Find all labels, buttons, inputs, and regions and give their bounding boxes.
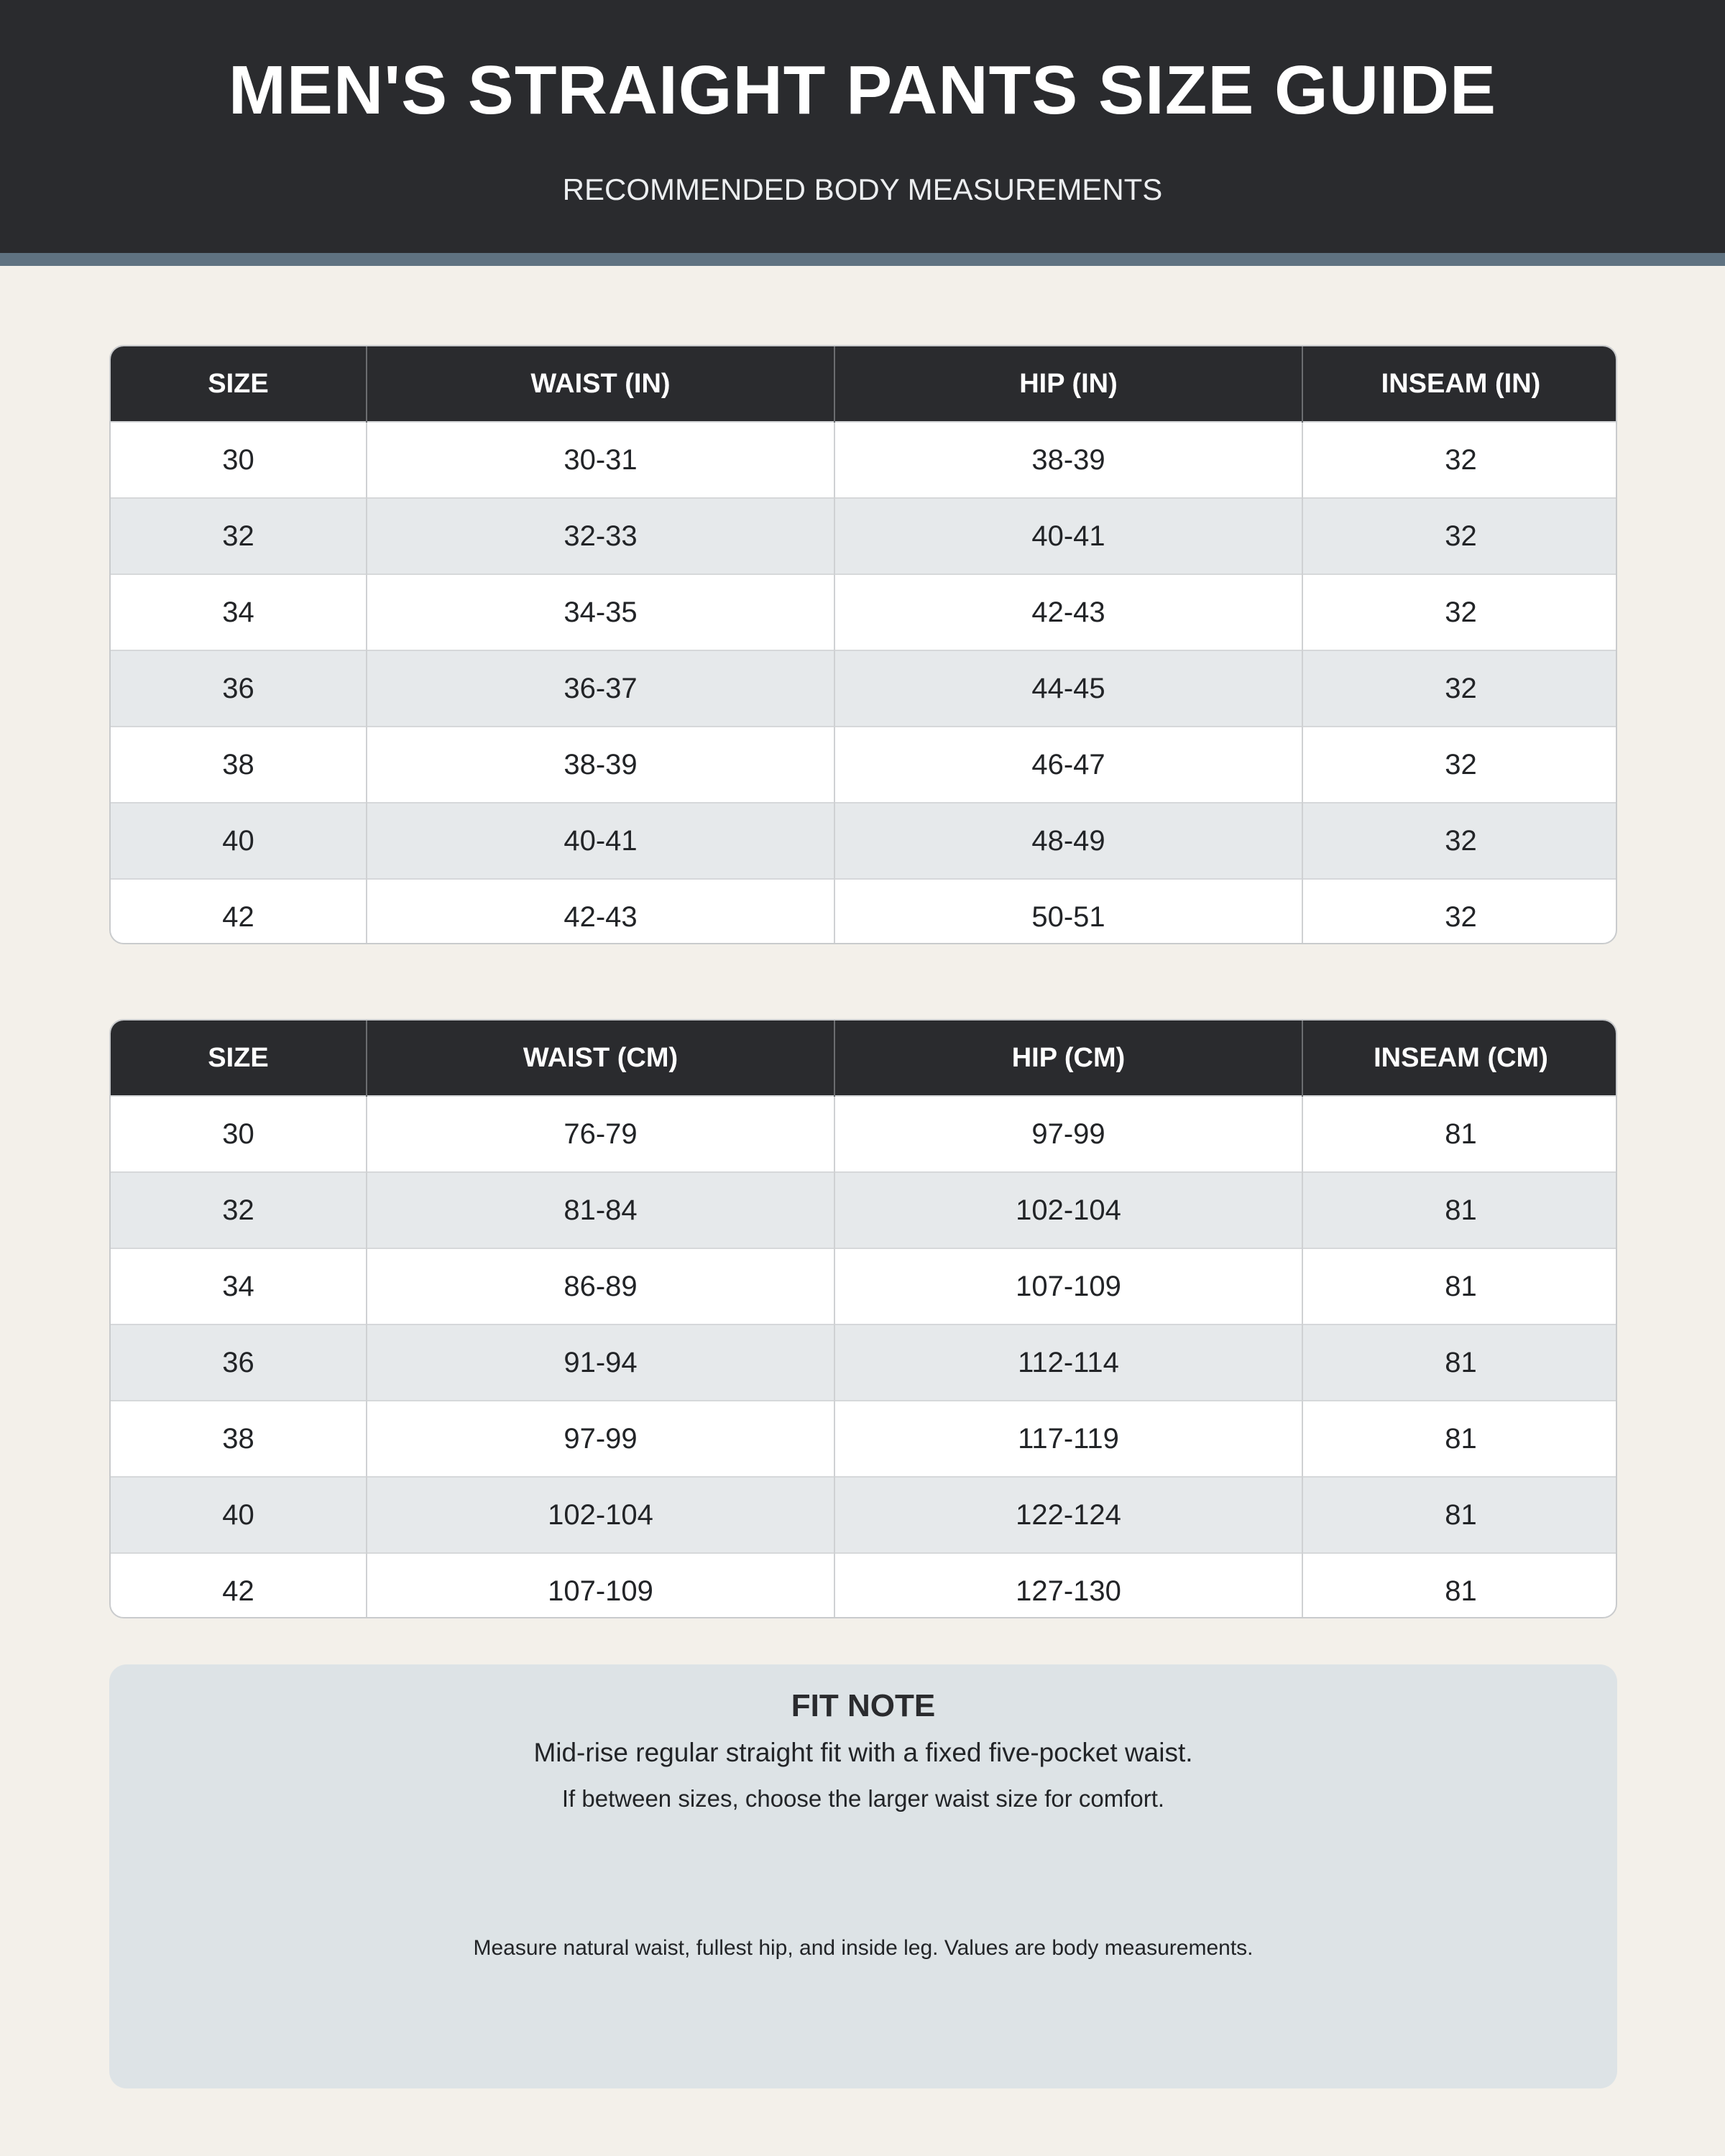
cell-inseam: 81 [1302,1553,1617,1618]
fit-note-title: FIT NOTE [791,1688,936,1723]
cell-hip: 117-119 [834,1401,1302,1477]
column-header-size: SIZE [111,346,367,422]
cell-size: 40 [111,1477,367,1553]
cell-size: 42 [111,879,367,944]
fit-note-panel [109,1664,1617,2088]
cell-inseam: 32 [1302,498,1617,574]
cell-inseam: 81 [1302,1401,1617,1477]
cell-size: 38 [111,1401,367,1477]
page-header [0,0,1725,253]
page-title: MEN'S STRAIGHT PANTS SIZE GUIDE [228,52,1497,129]
column-header-hip: HIP (CM) [834,1021,1302,1096]
table-row [111,803,1617,879]
cell-waist: 38-39 [367,727,834,803]
cell-hip: 127-130 [834,1553,1302,1618]
cell-waist: 76-79 [367,1096,834,1172]
cell-size: 36 [111,650,367,727]
cell-size: 34 [111,574,367,650]
cell-waist: 107-109 [367,1553,834,1618]
fit-note-sizing-advice: If between sizes, choose the larger waist size for comfort. [561,1785,1165,1812]
cell-size: 40 [111,803,367,879]
fit-note-description: Mid-rise regular straight fit with a fixed five-pocket waist. [533,1738,1193,1767]
table-row [111,1172,1617,1248]
column-header-waist: WAIST (IN) [367,346,834,422]
table-row [111,422,1617,498]
table-header-row [111,1021,1617,1096]
table-row [111,498,1617,574]
table-row [111,727,1617,803]
cell-hip: 50-51 [834,879,1302,944]
column-header-inseam: INSEAM (IN) [1302,346,1617,422]
table-row [111,1096,1617,1172]
table-header-row [111,346,1617,422]
cell-inseam: 81 [1302,1096,1617,1172]
table-row [111,574,1617,650]
header-accent-bar [0,253,1725,266]
cell-inseam: 81 [1302,1248,1617,1325]
cell-size: 36 [111,1325,367,1401]
cell-hip: 107-109 [834,1248,1302,1325]
table-row [111,1325,1617,1401]
cell-inseam: 32 [1302,803,1617,879]
cell-size: 30 [111,1096,367,1172]
cell-hip: 42-43 [834,574,1302,650]
cell-hip: 38-39 [834,422,1302,498]
cell-waist: 102-104 [367,1477,834,1553]
column-header-waist: WAIST (CM) [367,1021,834,1096]
cell-inseam: 32 [1302,727,1617,803]
cell-hip: 44-45 [834,650,1302,727]
cell-waist: 40-41 [367,803,834,879]
table-row [111,1248,1617,1325]
cell-waist: 97-99 [367,1401,834,1477]
cell-waist: 91-94 [367,1325,834,1401]
table-row [111,1553,1617,1618]
page-subtitle: RECOMMENDED BODY MEASUREMENTS [562,172,1163,206]
cell-inseam: 32 [1302,422,1617,498]
cell-waist: 34-35 [367,574,834,650]
cell-inseam: 32 [1302,574,1617,650]
cell-waist: 32-33 [367,498,834,574]
cell-hip: 102-104 [834,1172,1302,1248]
table-row [111,879,1617,944]
cell-size: 34 [111,1248,367,1325]
cell-size: 32 [111,498,367,574]
cell-inseam: 32 [1302,879,1617,944]
cell-hip: 122-124 [834,1477,1302,1553]
cell-waist: 42-43 [367,879,834,944]
table-row [111,1477,1617,1553]
cell-hip: 48-49 [834,803,1302,879]
cell-hip: 112-114 [834,1325,1302,1401]
size-table-inches [109,345,1617,944]
column-header-hip: HIP (IN) [834,346,1302,422]
cell-waist: 30-31 [367,422,834,498]
cell-hip: 46-47 [834,727,1302,803]
cell-size: 32 [111,1172,367,1248]
cell-waist: 36-37 [367,650,834,727]
column-header-inseam: INSEAM (CM) [1302,1021,1617,1096]
cell-waist: 81-84 [367,1172,834,1248]
size-table-centimeters [109,1019,1617,1618]
table-row [111,650,1617,727]
cell-waist: 86-89 [367,1248,834,1325]
cell-inseam: 81 [1302,1477,1617,1553]
cell-inseam: 81 [1302,1172,1617,1248]
cell-size: 30 [111,422,367,498]
cell-inseam: 81 [1302,1325,1617,1401]
cell-inseam: 32 [1302,650,1617,727]
fit-note-measuring-instructions: Measure natural waist, fullest hip, and inside leg. Values are body measurements. [473,1936,1254,1960]
cell-size: 42 [111,1553,367,1618]
cell-hip: 40-41 [834,498,1302,574]
cell-hip: 97-99 [834,1096,1302,1172]
table-row [111,1401,1617,1477]
column-header-size: SIZE [111,1021,367,1096]
cell-size: 38 [111,727,367,803]
